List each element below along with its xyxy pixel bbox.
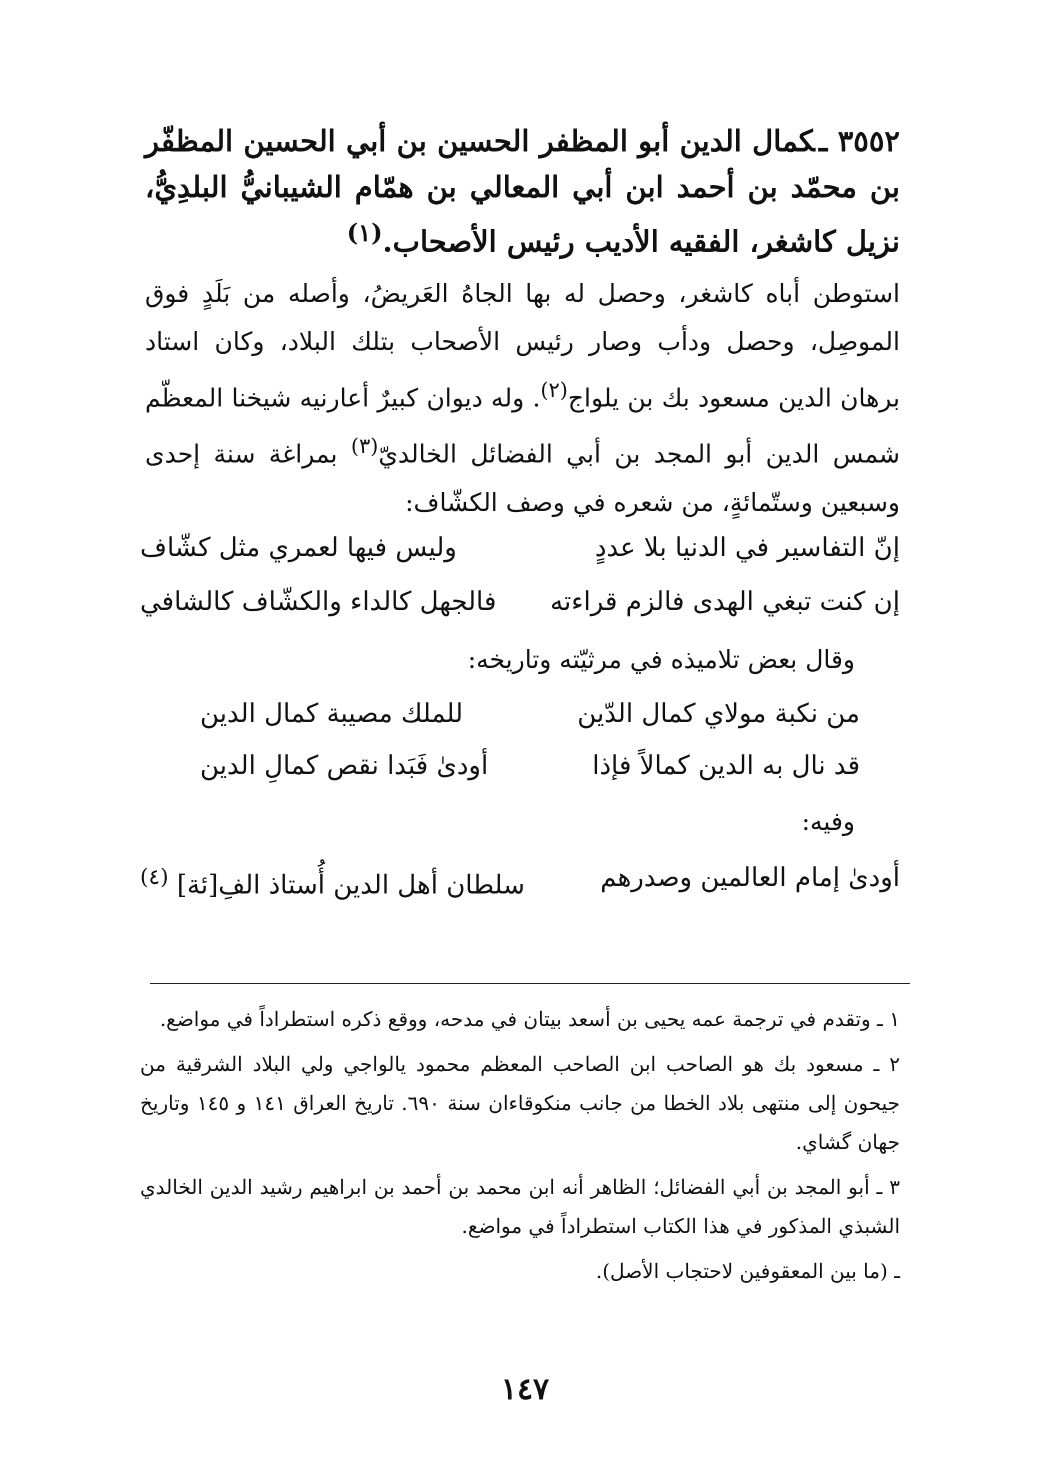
poem-verse — [140, 582, 900, 622]
verse-first-hemistich: إنّ التفاسير في الدنيا بلا عددٍ — [594, 533, 900, 563]
footnote: ١ ـ وتقدم في ترجمة عمه يحيى بن أسعد بيتان في مدحه، ووقع ذكره استطراداً في مواضع. — [159, 1007, 900, 1031]
page-number: ١٤٧ — [500, 1372, 550, 1407]
paragraph-part-1: استوطن أباه كاشغر، وحصل له بها الجاهُ العَريضُ، وأصله من بَلَدٍ فوق الموصِل، وحصل ودأب وصار رئيس الأصحاب بتلك البلاد، وكان استاد برهان الدين مسعود بك بن يلواج — [145, 279, 901, 413]
entry-heading-text: كمال الدين أبو المظفر الحسين بن أبي الحسين المظفّر بن محمّد بن أحمد ابن أبي المعالي بن همّام الشيبانيُّ البلدِيُّ، نزيل كاشغر، الفقيه الأديب رئيس الأصحاب. — [145, 124, 900, 259]
footnote-ref-4: (٤) — [140, 865, 169, 890]
footnote-separator — [150, 983, 910, 984]
verse-first-hemistich: قد نال به الدين كمالاً فإذا — [592, 751, 860, 781]
footnote: ٢ ـ مسعود بك هو الصاحب ابن الصاحب المعظم محمود يالواجي ولي البلاد الشرقية من جيحون إلى منتهى بلاد الخطا من جانب منكوقاءان سنة ٦٩٠. تاريخ العراق ١٤١ و ١٤٥ وتاريخ جهان گشاي. — [140, 1052, 901, 1154]
poem-verse — [200, 746, 860, 786]
poem-verse — [140, 528, 900, 568]
verse-second-hemistich: للملك مصيبة كمال الدين — [200, 699, 464, 729]
paragraph-part-2: . وله ديوان كبيرٌ أعارنيه شيخنا المعظّم شمس الدين أبو المجد بن أبي الفضائل الخالديّ — [145, 383, 900, 469]
entry-heading — [145, 118, 900, 265]
poem-verse — [200, 694, 860, 734]
verse-first-hemistich: من نكبة مولاي كمال الدّين — [577, 699, 860, 729]
footnote-ref-1: (١) — [346, 218, 383, 247]
verse-second-hemistich: أودىٰ فَبَدا نقص كمالِ الدين — [200, 751, 489, 781]
biography-paragraph — [145, 270, 900, 527]
footnote: ٣ ـ أبو المجد بن أبي الفضائل؛ الظاهر أنه ابن محمد بن أحمد بن ابراهيم رشيد الدين الخالدي الشبذي المذكور في هذا الكتاب استطراداً في مواضع. — [140, 1175, 900, 1238]
paragraph-part-3: بمراغة سنة إحدى وسبعين وستّمائةٍ، من شعره في وصف الكشّاف: — [145, 439, 900, 517]
footnote-ref-2: (٢) — [540, 378, 568, 402]
footnotes — [140, 1000, 900, 1297]
verse-second-text: سلطان أهل الدين أُستاذ الفِ[ئة] — [176, 870, 525, 901]
verse-second-hemistich: فالجهل كالداء والكشّاف كالشافي — [140, 587, 497, 617]
verse-first-hemistich: أودىٰ إمام العالمين وصدرهم — [600, 863, 900, 893]
entry-number: ٣٥٥٢ ـ — [818, 124, 900, 158]
footnote: ـ (ما بين المعقوفين لاحتجاب الأصل). — [595, 1259, 900, 1283]
poem-verse — [140, 858, 900, 906]
poem-intro: وفيه: — [801, 807, 855, 836]
verse-first-hemistich: إن كنت تبغي الهدى فالزم قراءته — [550, 587, 900, 617]
verse-second-hemistich: وليس فيها لعمري مثل كشّاف — [140, 533, 457, 563]
footnote-ref-3: (٣) — [350, 434, 379, 459]
poem-intro: وقال بعض تلاميذه في مرثيّته وتاريخه: — [467, 645, 855, 674]
verse-second-hemistich — [140, 858, 525, 906]
